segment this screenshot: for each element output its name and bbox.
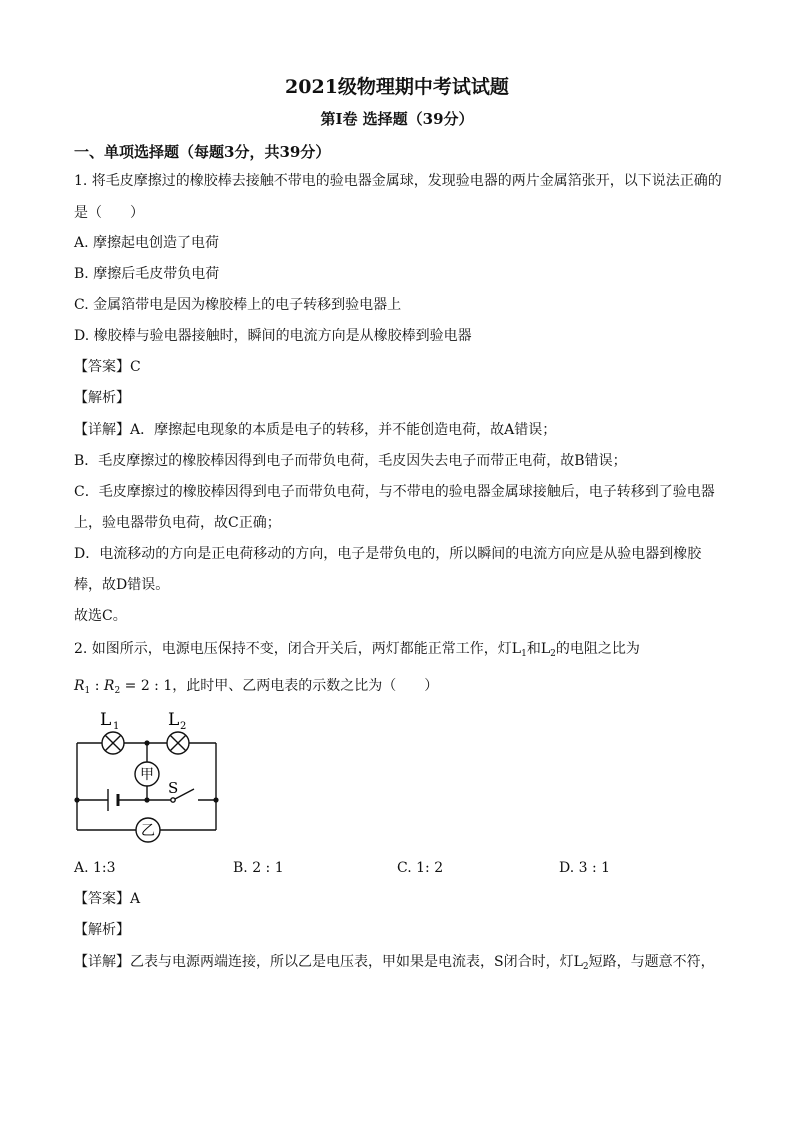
q2-option-d: D. 3 : 1 [559,860,611,876]
q2-option-a: A. 1:3 [74,860,116,876]
battery-icon [108,789,118,811]
q2-stem-line2 [74,676,438,701]
q1-option-c: C. 金属箔带电是因为橡胶棒上的电子转移到验电器上 [74,297,402,313]
q1-option-b: B. 摩擦后毛皮带负电荷 [74,266,220,282]
q2-stem-line1 [74,639,640,664]
subscript: 2 [114,686,121,696]
lamp2-label: L [168,710,180,730]
q2-detail-part: 【详解】乙表与电源两端连接，所以乙是电压表，甲如果是电流表，S闭合时，灯L [74,954,583,970]
q2-stem-part: ，此时甲、乙两电表的示数之比为（ ） [172,678,439,694]
lamp2-subscript: 2 [180,721,187,732]
q1-detail-line: 【详解】A．摩擦起电现象的本质是电子的转移，并不能创造电荷，故A错误； [74,422,557,438]
q2-detail-line [74,952,715,977]
junction-dot [144,797,149,802]
subscript: 1 [84,686,91,696]
junction-dot [213,797,218,802]
q2-option-c: C. 1: 2 [397,860,444,876]
q2-answer: 【答案】A [74,891,141,907]
q1-detail-line: 上，验电器带负电荷，故C正确； [74,515,281,531]
q1-stem-line2: 是（ ） [74,205,144,221]
junction-dot [144,740,149,745]
q1-detail-line: D．电流移动的方向是正电荷移动的方向，电子是带负电的，所以瞬间的电流方向应是从验电器到橡胶 [74,546,702,562]
q2-stem-part: 2. 如图所示，电源电压保持不变，闭合开关后，两灯都能正常工作，灯L [74,641,522,657]
q1-conclusion: 故选C。 [74,608,127,624]
ratio-colon: : [90,678,104,694]
q2-detail-part: 短路，与题意不符， [588,954,715,970]
subscript: 1 [521,649,527,659]
q1-analysis-label: 【解析】 [74,390,130,406]
q2-option-b: B. 2 : 1 [233,860,284,876]
ratio-value: = 2 : 1 [120,678,173,694]
section-heading: 一、单项选择题（每题3分，共39分） [74,143,331,161]
q2-stem-part: 和L [526,641,551,657]
meter-jia-label: 甲 [140,767,154,783]
switch-label: S [168,779,179,797]
q1-option-a: A. 摩擦起电创造了电荷 [74,235,220,251]
circuit-diagram [66,705,236,855]
q2-analysis-label: 【解析】 [74,922,130,938]
page-subtitle: 第Ⅰ卷 选择题（39分） [320,110,474,128]
q1-detail-line: 棒，故D错误。 [74,577,170,593]
page-title: 2021级物理期中考试试题 [285,76,509,98]
q1-answer: 【答案】C [74,359,141,375]
lamp-l2-icon [167,732,189,754]
q1-stem-line1: 1. 将毛皮摩擦过的橡胶棒去接触不带电的验电器金属球，发现验电器的两片金属箔张开，以下说法正确的 [74,173,722,189]
ratio-r2: R [103,678,115,694]
q2-stem-part: 的电阻之比为 [555,641,640,657]
q1-detail-line: C．毛皮摩擦过的橡胶棒因得到电子而带负电荷，与不带电的验电器金属球接触后，电子转移到了验电器 [74,484,715,500]
meter-yi-label: 乙 [141,823,155,839]
ratio-r1: R [74,678,85,694]
q1-option-d: D. 橡胶棒与验电器接触时，瞬间的电流方向是从橡胶棒到验电器 [74,328,472,344]
lamp1-label: L [100,710,112,730]
junction-dot [74,797,79,802]
subscript: 2 [582,962,589,972]
subscript: 2 [550,649,556,659]
lamp1-subscript: 1 [113,721,120,732]
lamp-l1-icon [102,732,124,754]
q1-detail-line: B．毛皮摩擦过的橡胶棒因得到电子而带负电荷，毛皮因失去电子而带正电荷，故B错误； [74,453,627,469]
